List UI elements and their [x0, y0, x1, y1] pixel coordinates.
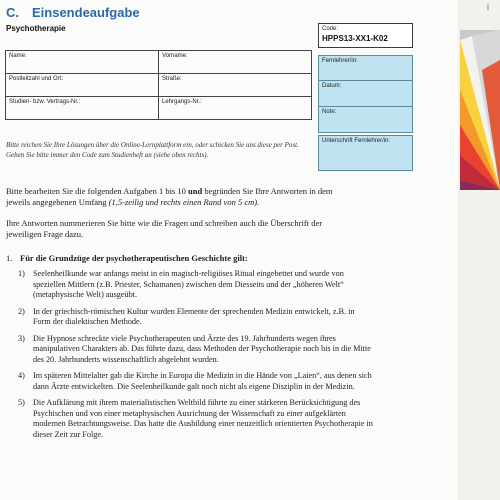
instruction-paragraph-2: Ihre Antworten nummerieren Sie bitte wie die Fragen und schreiben auch die Überschrift der jeweiligen Frage dazu.	[6, 218, 323, 239]
teacher-field[interactable]	[318, 55, 413, 82]
name-field[interactable]: Name:	[6, 51, 159, 74]
question-heading	[6, 253, 306, 263]
instruction-format-hint: (1,5-zeilig und rechts einen Rand von 5 cm).	[108, 197, 260, 207]
code-box	[318, 23, 413, 48]
first-name-field[interactable]: Vorname:	[159, 51, 312, 74]
signature-label: Unterschrift Fernlehrer/in:	[322, 138, 391, 144]
contract-number-field[interactable]: Studien- bzw. Vertrags-Nr.:	[6, 97, 159, 120]
date-label: Datum:	[322, 83, 342, 89]
list-item	[18, 398, 373, 440]
street-field[interactable]: Straße:	[159, 74, 312, 97]
item-text: In der griechisch-römischen Kultur wurden Elemente der sprechenden Medizin entwickelt, z.B. in Form der dialektischen Methode.	[33, 306, 355, 326]
item-label: 2)	[18, 306, 25, 316]
instruction-text: begründen Sie Ihre Antworten in dem jeweils angegebenen Umfang	[6, 186, 333, 207]
item-label: 3)	[18, 333, 25, 343]
section-letter: C.	[6, 5, 19, 20]
postcode-city-field[interactable]: Postleitzahl und Ort:	[6, 74, 159, 97]
page-mark: i	[487, 2, 489, 12]
form-row	[6, 74, 312, 97]
student-info-form	[5, 50, 312, 120]
submission-note: Bitte reichen Sie Ihre Lösungen über die Online-Lernplattform ein, oder schicken Sie uns diese per Post. Geben Sie bitte immer den Code zum Studienheft an (siehe oben rechts).	[6, 141, 299, 159]
question-number: 1.	[6, 253, 13, 263]
code-value: HPPS13-XX1-K02	[322, 34, 388, 43]
grade-label: Note:	[322, 109, 337, 115]
instructions	[6, 186, 356, 250]
course-number-field[interactable]: Lehrgangs-Nr.:	[159, 97, 312, 120]
signature-field[interactable]	[318, 135, 413, 171]
instruction-text: Bitte bearbeiten Sie die folgenden Aufgaben 1 bis 10	[6, 186, 188, 196]
list-item	[18, 334, 373, 366]
item-text: Seelenheilkunde war anfangs meist in ein magisch-religiöses Ritual eingebettet und wurde von speziellen Mittlern (z.B. Priester, Schamanen) zwischen dem Diesseits und der „höheren Welt“ (metaphysische Welt) ausgeübt.	[33, 269, 344, 299]
question-title: Für die Grundzüge der psychotherapeutischen Geschichte gilt:	[20, 253, 248, 263]
grade-field[interactable]	[318, 106, 413, 133]
date-field[interactable]	[318, 80, 413, 107]
instruction-emphasis: und	[188, 186, 203, 196]
item-label: 4)	[18, 371, 25, 380]
code-label: Code:	[322, 26, 339, 32]
section-title: Einsendeaufgabe	[32, 5, 140, 20]
form-row	[6, 51, 312, 74]
list-item	[18, 371, 373, 392]
item-label: 1)	[18, 269, 25, 278]
list-item	[18, 269, 373, 301]
subject-title: Psychotherapie	[6, 24, 66, 33]
list-item	[18, 307, 373, 328]
item-text: Die Hypnose schreckte viele Psychotherapeuten und Ärzte des 19. Jahrhunderts wegen ihres manipulativen Charakters ab. Das führte dazu, dass Methoden der Psychotherapie noch bis in die Mitte des 20. Jahrhunderts wissenschaftlich abgelehnt wurden.	[33, 333, 371, 364]
item-text: Die Aufklärung mit ihrem materialistischen Weltbild führte zu einer stärkeren Berücksichtigung des Psychischen und von einer metaphysischen Ausrichtung der Wissenschaft zu einer aufgeklärten modernen Betrachtungsweise. Das hatte die Ausbildung einer neuzeitlich orientierten Psychotherapie in dieser Zeit zur Folge.	[33, 398, 373, 439]
item-label: 5)	[18, 398, 25, 407]
item-text: Im späteren Mittelalter gab die Kirche in Europa die Medizin in die Hände von „Laien“, aus denen sich dann Ärzte entwickelten. Die Seelenheilkunde galt noch nicht als eigene Disziplin in der Medizin.	[33, 371, 372, 391]
teacher-label: Fernlehrer/in:	[322, 58, 358, 64]
form-row	[6, 97, 312, 120]
color-fan-image	[460, 30, 500, 190]
answer-options	[18, 269, 373, 446]
section-heading	[6, 5, 140, 20]
instruction-paragraph-1	[6, 186, 356, 208]
color-fan-photo	[460, 30, 500, 190]
